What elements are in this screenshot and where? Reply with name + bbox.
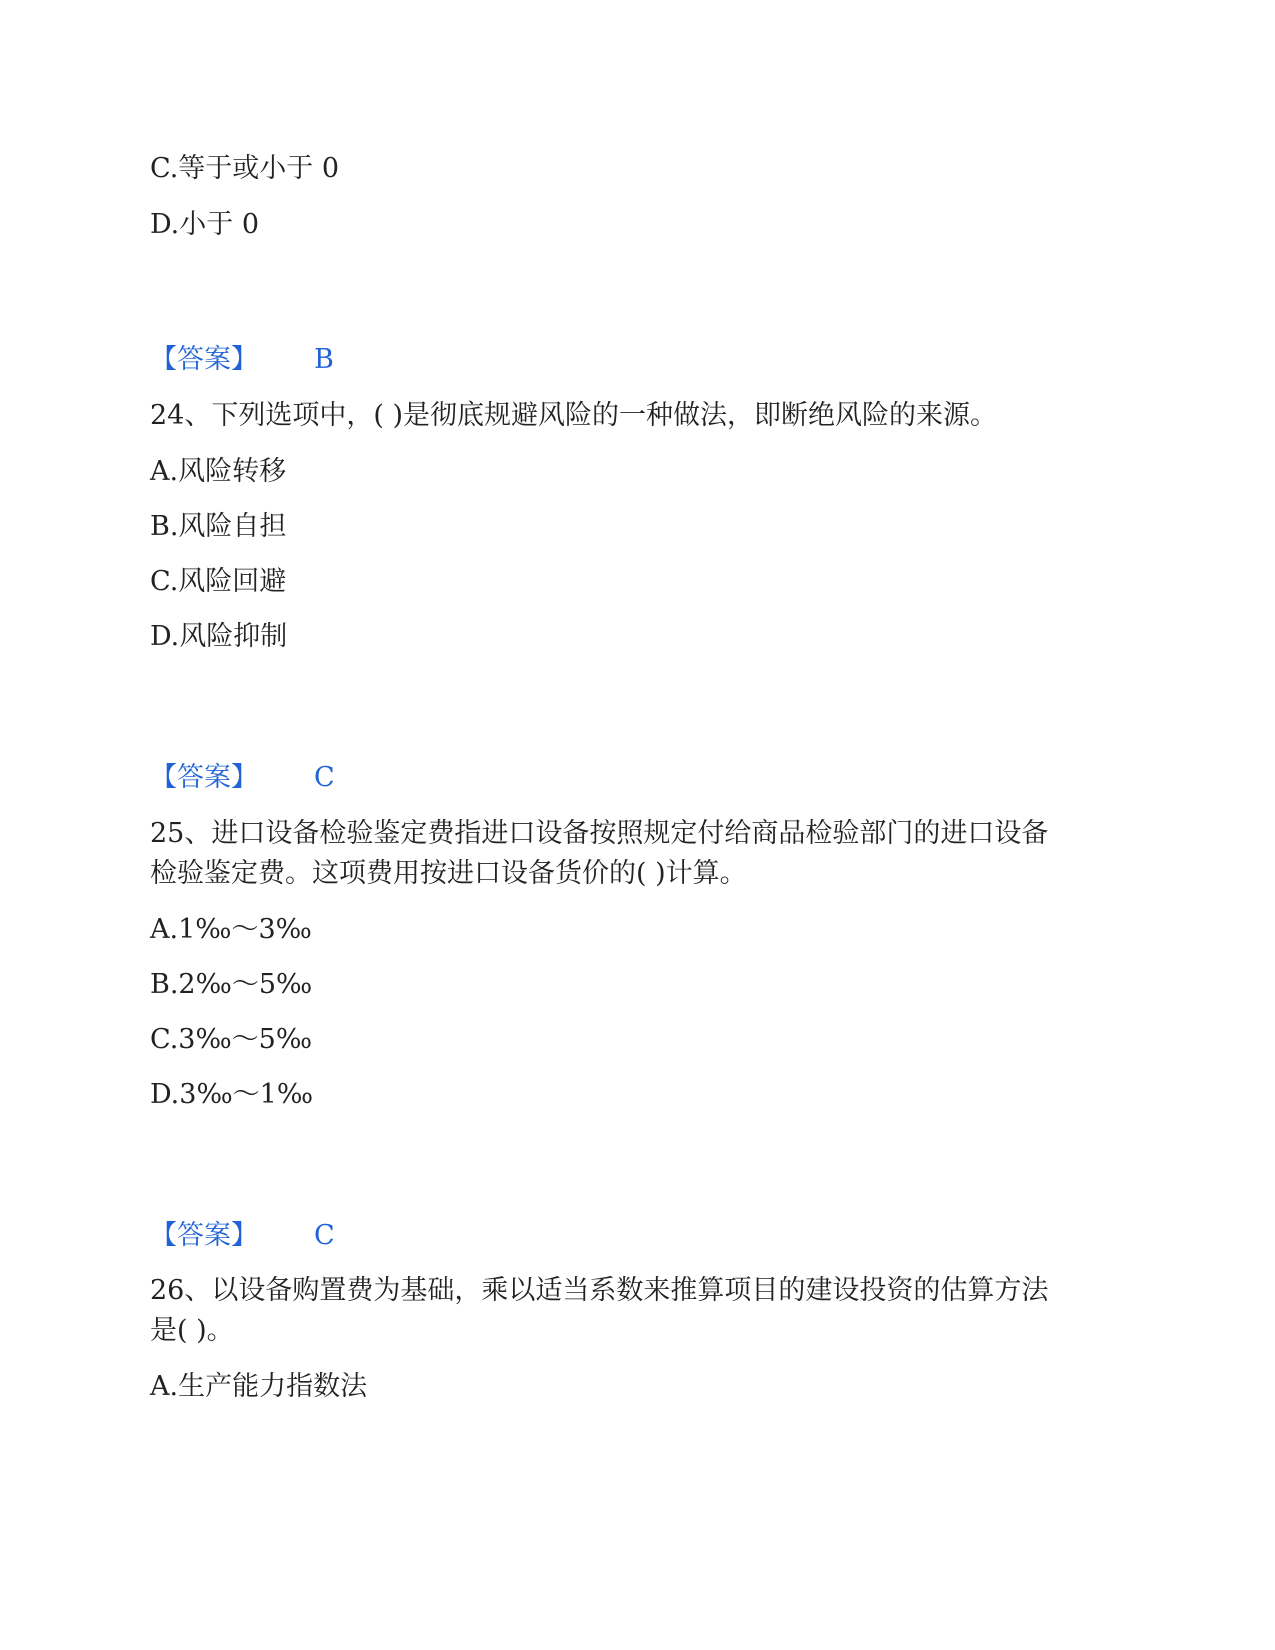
answer-label: 【答案】 (150, 1220, 258, 1251)
q25-option-a: A.1‰～3‰ (150, 914, 312, 945)
question-25-stem-line2: 检验鉴定费。这项费用按进口设备货价的( )计算。 (150, 858, 747, 889)
answer-row-25 (150, 1216, 335, 1256)
q24-option-a: A.风险转移 (150, 456, 287, 487)
q25-option-d: D.3‰～1‰ (150, 1079, 314, 1110)
answer-label: 【答案】 (150, 344, 258, 375)
question-24-stem: 24、下列选项中，( )是彻底规避风险的一种做法，即断绝风险的来源。 (150, 400, 998, 431)
q26-option-a: A.生产能力指数法 (150, 1371, 368, 1402)
answer-row-prev (150, 340, 334, 380)
question-26-stem-line1: 26、以设备购置费为基础，乘以适当系数来推算项目的建设投资的估算方法 (150, 1275, 1049, 1306)
answer-value: C (314, 1220, 335, 1251)
answer-value: B (314, 344, 334, 375)
option-d-prev: D.小于 0 (150, 209, 260, 240)
question-26-stem-line2: 是( )。 (150, 1315, 234, 1346)
answer-label: 【答案】 (150, 762, 258, 793)
option-c-prev: C.等于或小于 0 (150, 153, 340, 184)
question-25-stem-line1: 25、进口设备检验鉴定费指进口设备按照规定付给商品检验部门的进口设备 (150, 818, 1049, 849)
answer-value: C (314, 762, 335, 793)
q24-option-c: C.风险回避 (150, 566, 287, 597)
answer-row-24 (150, 758, 335, 798)
q24-option-d: D.风险抑制 (150, 621, 288, 652)
q25-option-c: C.3‰～5‰ (150, 1024, 313, 1055)
q25-option-b: B.2‰～5‰ (150, 969, 313, 1000)
q24-option-b: B.风险自担 (150, 511, 287, 542)
